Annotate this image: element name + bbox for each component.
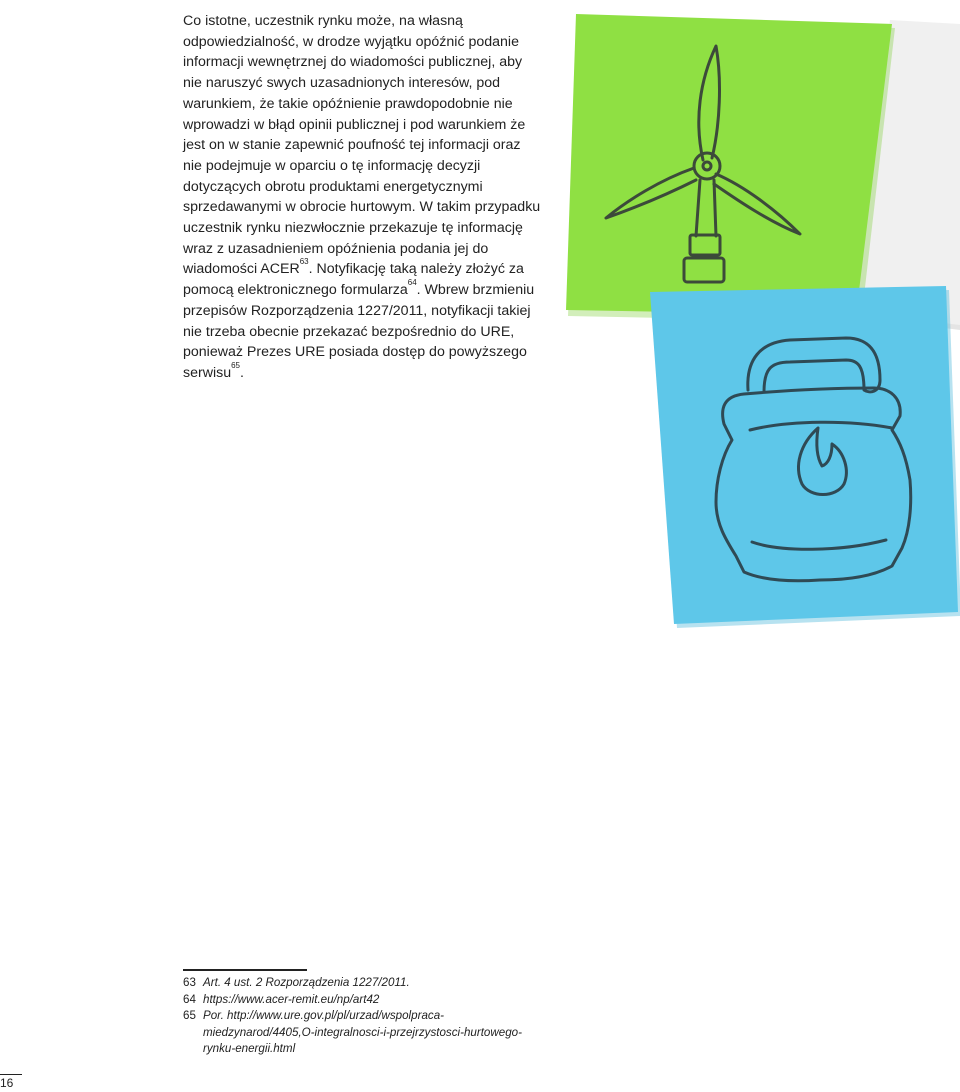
body-text-part-1: Co istotne, uczestnik rynku może, na własną odpowiedzialność, w drodze wyjątku opóźnić podanie informacji wewnętrznej do wiadomości publicznej, aby nie naruszyć swych uzasadnionych interesów, pod warunkiem, że takie opóźnienie prawdopodobnie nie wprowadzi w błąd opinii publicznej i pod warunkiem że jest on w stanie zapewnić poufność tej informacji oraz nie podejmuje w oparciu o tę informację decyzji dotyczących obrotu produktami energetycznymi sprzedawanymi w obrocie hurtowym. W takim przypadku uczestnik rynku niezwłocznie przekazuje tę informację wraz z uzasadnieniem opóźnienia podania jej do wiadomości ACER [183,13,541,278]
footnote-text: Art. 4 ust. 2 Rozporządzenia 1227/2011. [203,976,410,989]
body-text-part-2: . Notyfikację taką należy złożyć za pomocą elektronicznego formularza [183,261,524,299]
footnotes-section [183,975,543,1058]
footnote-64 [183,992,543,1009]
footnote-number: 63 [183,976,196,989]
footnote-ref-63[interactable]: 63 [299,257,309,267]
footnote-rule [183,969,307,971]
body-text-part-4: . [240,364,244,381]
footnote-number: 64 [183,992,196,1006]
sticky-notes-illustration [560,0,960,640]
footnote-65 [183,1008,543,1058]
blue-sticky-note [650,286,960,628]
footnote-ref-64[interactable]: 64 [407,278,417,288]
page-number: 16 [0,1074,22,1092]
body-paragraph [183,11,543,384]
footnote-63 [183,975,543,992]
body-text-part-3: . Wbrew brzmieniu przepisów Rozporządzenia 1227/2011, notyfikacji takiej nie trzeba obecnie przekazać bezpośrednio do URE, ponieważ Prezes URE posiada dostęp do powyższego serwisu [183,282,535,381]
footnote-link[interactable]: https://www.acer-remit.eu/np/art42 [203,992,380,1006]
green-sticky-note [566,14,895,322]
footnote-ref-65[interactable]: 65 [231,360,240,370]
footnote-number: 65 [183,1009,196,1023]
footnote-link[interactable]: Por. http://www.ure.gov.pl/pl/urzad/wspolpraca-miedzynarod/4405,O-integralnosci-i-przejrzystosci-hurtowego-rynku-energii.html [203,1009,522,1056]
